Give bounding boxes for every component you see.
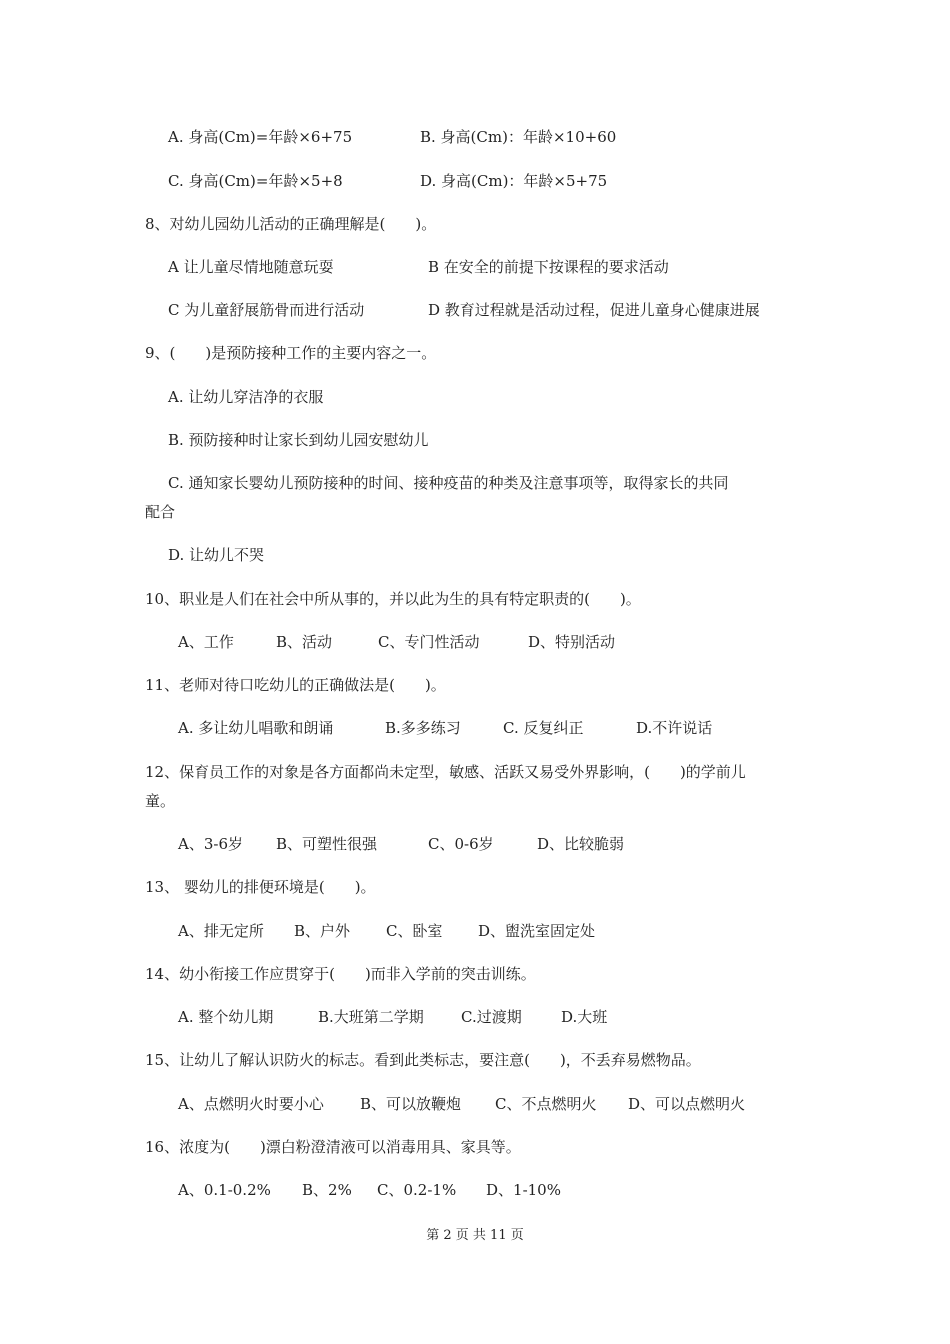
q15-option-d: D、可以点燃明火	[628, 1095, 746, 1113]
q10-stem: 10、职业是人们在社会中所从事的，并以此为生的具有特定职责的( )。	[145, 590, 641, 608]
q10-option-d: D、特别活动	[528, 633, 616, 651]
q16-option-b: B、2%	[302, 1181, 352, 1199]
q9-option-d: D. 让幼儿不哭	[168, 546, 265, 564]
q16-option-d: D、1-10%	[486, 1181, 561, 1199]
q9-option-c-line1: C. 通知家长婴幼儿预防接种的时间、接种疫苗的种类及注意事项等，取得家长的共同	[168, 474, 729, 492]
q9-stem: 9、( )是预防接种工作的主要内容之一。	[145, 344, 437, 362]
q12-option-b: B、可塑性很强	[276, 835, 378, 853]
q11-stem: 11、老师对待口吃幼儿的正确做法是( )。	[145, 676, 446, 694]
q9-option-a: A. 让幼儿穿洁净的衣服	[168, 388, 324, 406]
q8-option-a: A 让儿童尽情地随意玩耍	[168, 258, 334, 276]
q13-option-d: D、盥洗室固定处	[478, 922, 596, 940]
q11-option-a: A. 多让幼儿唱歌和朗诵	[178, 719, 334, 737]
q8-option-d: D 教育过程就是活动过程，促进儿童身心健康进展	[428, 301, 760, 319]
q10-option-b: B、活动	[276, 633, 333, 651]
q16-option-a: A、0.1-0.2%	[178, 1181, 271, 1199]
q7-option-b: B. 身高(Cm)：年龄×10+60	[420, 128, 617, 146]
q13-option-b: B、户外	[294, 922, 351, 940]
q11-option-c: C. 反复纠正	[503, 719, 584, 737]
q15-option-a: A、点燃明火时要小心	[178, 1095, 324, 1113]
q7-option-c: C. 身高(Cm)=年龄×5+8	[168, 172, 343, 190]
q12-option-d: D、比较脆弱	[537, 835, 625, 853]
q15-stem: 15、让幼儿了解认识防火的标志。看到此类标志，要注意( )，不丢弃易燃物品。	[145, 1051, 701, 1069]
page-number: 第 2 页 共 11 页	[426, 1228, 524, 1243]
q16-stem: 16、浓度为( )漂白粉澄清液可以消毒用具、家具等。	[145, 1138, 521, 1156]
q12-stem-line1: 12、保育员工作的对象是各方面都尚未定型，敏感、活跃又易受外界影响，( )的学前儿	[145, 763, 746, 781]
q8-option-b: B 在安全的前提下按课程的要求活动	[428, 258, 669, 276]
q7-option-d: D. 身高(Cm)：年龄×5+75	[420, 172, 608, 190]
q15-option-c: C、不点燃明火	[495, 1095, 597, 1113]
q7-option-a: A. 身高(Cm)=年龄×6+75	[168, 128, 353, 146]
q14-option-c: C.过渡期	[461, 1008, 522, 1026]
q9-option-b: B. 预防接种时让家长到幼儿园安慰幼儿	[168, 431, 429, 449]
q8-stem: 8、对幼儿园幼儿活动的正确理解是( )。	[145, 215, 437, 233]
q14-option-b: B.大班第二学期	[318, 1008, 424, 1026]
q9-option-c-line2: 配合	[145, 503, 176, 521]
q13-stem: 13、 婴幼儿的排便环境是( )。	[145, 878, 376, 896]
q13-option-a: A、排无定所	[178, 922, 264, 940]
q10-option-c: C、专门性活动	[378, 633, 480, 651]
q12-option-c: C、0-6岁	[428, 835, 494, 853]
q14-option-a: A. 整个幼儿期	[178, 1008, 274, 1026]
q12-option-a: A、3-6岁	[178, 835, 243, 853]
q15-option-b: B、可以放鞭炮	[360, 1095, 462, 1113]
q16-option-c: C、0.2-1%	[377, 1181, 457, 1199]
q14-stem: 14、幼小衔接工作应贯穿于( )而非入学前的突击训练。	[145, 965, 536, 983]
q11-option-b: B.多多练习	[385, 719, 461, 737]
q14-option-d: D.大班	[561, 1008, 608, 1026]
q8-option-c: C 为儿童舒展筋骨而进行活动	[168, 301, 365, 319]
q12-stem-line2: 童。	[145, 792, 176, 810]
q11-option-d: D.不许说话	[636, 719, 713, 737]
q10-option-a: A、工作	[178, 633, 234, 651]
q13-option-c: C、卧室	[386, 922, 443, 940]
